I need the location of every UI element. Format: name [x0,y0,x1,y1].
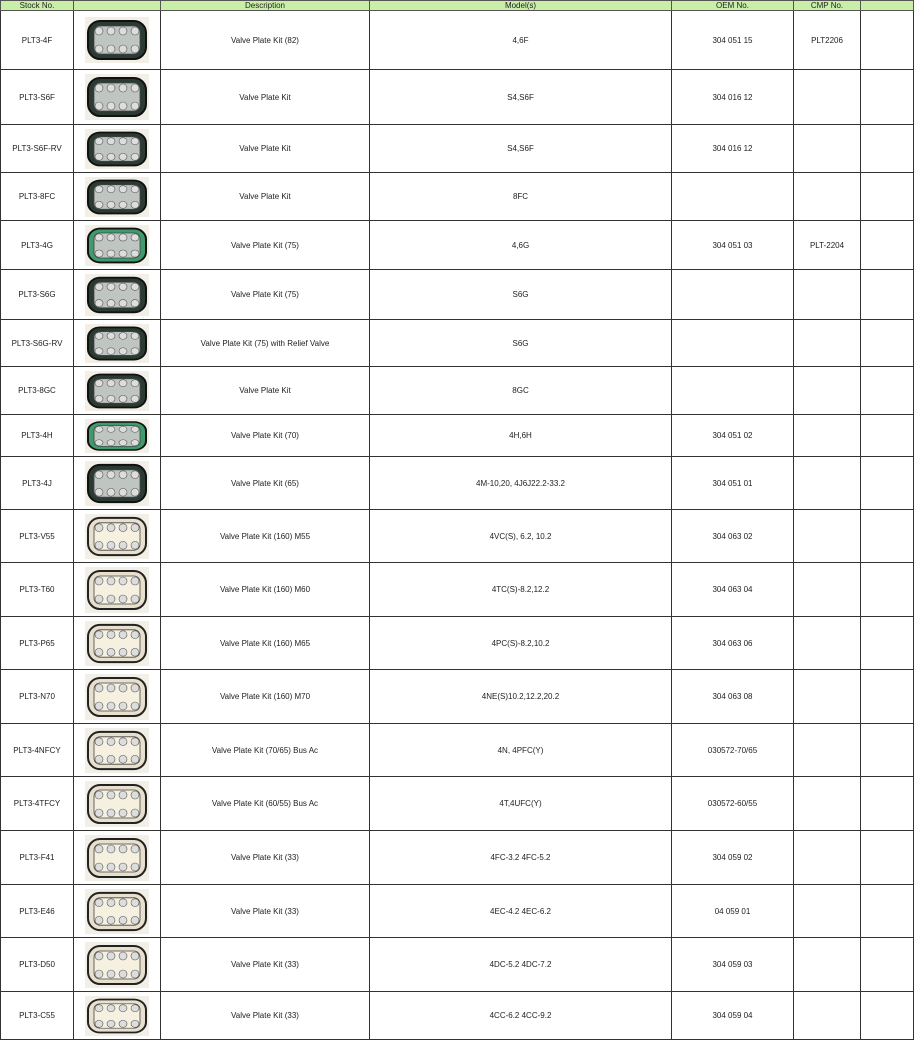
models: S6G [370,270,672,320]
description: Valve Plate Kit (82) [161,11,370,70]
valve-plate-image-icon [85,177,149,217]
extra-cell [861,415,914,457]
valve-plate-image-icon [85,728,149,773]
oem-no [672,367,794,415]
extra-cell [861,221,914,270]
product-image [74,831,161,885]
oem-no: 304 063 08 [672,670,794,724]
product-image [74,777,161,831]
valve-plate-image-icon [85,74,149,120]
cmp-no [794,173,861,221]
description: Valve Plate Kit (33) [161,885,370,938]
valve-plate-image-icon [85,567,149,613]
extra-cell [861,270,914,320]
models: 4FC-3.2 4FC-5.2 [370,831,672,885]
valve-plate-image-icon [85,514,149,559]
stock-no: PLT3-4G [1,221,74,270]
valve-plate-image-icon [85,371,149,411]
extra-cell [861,125,914,173]
oem-no [672,320,794,367]
stock-no: PLT3-S6F [1,70,74,125]
stock-no: PLT3-4J [1,457,74,510]
description: Valve Plate Kit (70/65) Bus Ac [161,724,370,777]
cmp-no [794,938,861,992]
stock-no: PLT3-4TFCY [1,777,74,831]
models: 4M-10,20, 4J6J22.2-33.2 [370,457,672,510]
extra-cell [861,777,914,831]
extra-cell [861,617,914,670]
models: 4VC(S), 6.2, 10.2 [370,510,672,563]
oem-no: 304 051 02 [672,415,794,457]
table-row [1,938,914,992]
valve-plate-image-icon [85,889,149,934]
cmp-no [794,992,861,1040]
table-row [1,11,914,70]
extra-cell [861,11,914,70]
product-image [74,221,161,270]
table-row [1,457,914,510]
cmp-no [794,415,861,457]
extra-cell [861,320,914,367]
product-image [74,563,161,617]
oem-no: 304 051 01 [672,457,794,510]
models: S4,S6F [370,125,672,173]
valve-plate-image-icon [85,781,149,827]
oem-no: 304 051 03 [672,221,794,270]
models: 8FC [370,173,672,221]
models: 4,6F [370,11,672,70]
table-row [1,367,914,415]
description: Valve Plate Kit [161,173,370,221]
cmp-no [794,320,861,367]
models: 4TC(S)-8.2,12.2 [370,563,672,617]
models: 4DC-5.2 4DC-7.2 [370,938,672,992]
product-image [74,320,161,367]
product-image [74,724,161,777]
table-row [1,270,914,320]
extra-cell [861,563,914,617]
table-row [1,415,914,457]
product-image [74,885,161,938]
oem-no [672,270,794,320]
oem-no: 304 063 02 [672,510,794,563]
product-image [74,270,161,320]
oem-no: 304 063 06 [672,617,794,670]
models: 4NE(S)10.2,12.2,20.2 [370,670,672,724]
table-row [1,992,914,1040]
header-extra [861,1,914,11]
extra-cell [861,670,914,724]
cmp-no [794,270,861,320]
stock-no: PLT3-T60 [1,563,74,617]
stock-no: PLT3-4NFCY [1,724,74,777]
cmp-no [794,367,861,415]
product-image [74,415,161,457]
product-image [74,992,161,1040]
cmp-no [794,70,861,125]
table-row [1,70,914,125]
extra-cell [861,70,914,125]
oem-no: 030572-60/55 [672,777,794,831]
product-image [74,617,161,670]
stock-no: PLT3-E46 [1,885,74,938]
description: Valve Plate Kit (60/55) Bus Ac [161,777,370,831]
oem-no: 304 059 04 [672,992,794,1040]
cmp-no [794,617,861,670]
description: Valve Plate Kit (33) [161,992,370,1040]
description: Valve Plate Kit (160) M70 [161,670,370,724]
table-row [1,173,914,221]
header-description: Description [161,1,370,11]
oem-no [672,173,794,221]
header-stock-no: Stock No. [1,1,74,11]
description: Valve Plate Kit (70) [161,415,370,457]
cmp-no [794,670,861,724]
stock-no: PLT3-D50 [1,938,74,992]
table-row [1,320,914,367]
models: S6G [370,320,672,367]
valve-plate-image-icon [85,17,149,63]
cmp-no [794,125,861,173]
models: 4T,4UFC(Y) [370,777,672,831]
table-row [1,670,914,724]
extra-cell [861,724,914,777]
description: Valve Plate Kit [161,367,370,415]
description: Valve Plate Kit (75) [161,221,370,270]
description: Valve Plate Kit (33) [161,831,370,885]
cmp-no: PLT-2204 [794,221,861,270]
models: 4N, 4PFC(Y) [370,724,672,777]
description: Valve Plate Kit (160) M60 [161,563,370,617]
valve-plate-image-icon [85,674,149,720]
stock-no: PLT3-4F [1,11,74,70]
description: Valve Plate Kit (75) [161,270,370,320]
stock-no: PLT3-S6G-RV [1,320,74,367]
valve-plate-image-icon [85,942,149,988]
extra-cell [861,367,914,415]
valve-plate-image-icon [85,274,149,316]
extra-cell [861,173,914,221]
table-row [1,125,914,173]
stock-no: PLT3-V55 [1,510,74,563]
extra-cell [861,885,914,938]
models: 4CC-6.2 4CC-9.2 [370,992,672,1040]
oem-no: 304 051 15 [672,11,794,70]
product-image [74,510,161,563]
product-image [74,11,161,70]
oem-no: 304 016 12 [672,125,794,173]
header-image [74,1,161,11]
models: 4,6G [370,221,672,270]
extra-cell [861,457,914,510]
table-row [1,724,914,777]
description: Valve Plate Kit (33) [161,938,370,992]
table-row [1,831,914,885]
extra-cell [861,992,914,1040]
oem-no: 04 059 01 [672,885,794,938]
product-image [74,70,161,125]
cmp-no [794,724,861,777]
oem-no: 304 059 03 [672,938,794,992]
models: 4EC-4.2 4EC-6.2 [370,885,672,938]
valve-plate-image-icon [85,835,149,881]
oem-no: 030572-70/65 [672,724,794,777]
oem-no: 304 016 12 [672,70,794,125]
stock-no: PLT3-P65 [1,617,74,670]
table-row [1,617,914,670]
table-row [1,221,914,270]
description: Valve Plate Kit [161,70,370,125]
extra-cell [861,510,914,563]
header-row [1,1,914,11]
header-models: Model(s) [370,1,672,11]
product-image [74,670,161,724]
cmp-no [794,457,861,510]
description: Valve Plate Kit (65) [161,457,370,510]
cmp-no [794,885,861,938]
description: Valve Plate Kit (160) M55 [161,510,370,563]
stock-no: PLT3-8FC [1,173,74,221]
valve-plate-image-icon [85,225,149,266]
description: Valve Plate Kit (75) with Relief Valve [161,320,370,367]
table-row [1,777,914,831]
oem-no: 304 063 04 [672,563,794,617]
valve-plate-image-icon [85,129,149,169]
stock-no: PLT3-F41 [1,831,74,885]
oem-no: 304 059 02 [672,831,794,885]
table-row [1,510,914,563]
valve-plate-image-icon [85,324,149,363]
stock-no: PLT3-C55 [1,992,74,1040]
header-cmp-no: CMP No. [794,1,861,11]
valve-plate-image-icon [85,621,149,666]
stock-no: PLT3-N70 [1,670,74,724]
stock-no: PLT3-8GC [1,367,74,415]
cmp-no [794,831,861,885]
product-image [74,457,161,510]
product-image [74,173,161,221]
cmp-no [794,563,861,617]
product-image [74,938,161,992]
models: S4,S6F [370,70,672,125]
table-row [1,885,914,938]
valve-plate-image-icon [85,419,149,453]
stock-no: PLT3-4H [1,415,74,457]
models: 4PC(S)-8.2,10.2 [370,617,672,670]
valve-plate-image-icon [85,461,149,506]
models: 4H,6H [370,415,672,457]
description: Valve Plate Kit (160) M65 [161,617,370,670]
extra-cell [861,938,914,992]
header-oem-no: OEM No. [672,1,794,11]
stock-no: PLT3-S6F-RV [1,125,74,173]
table-row [1,563,914,617]
description: Valve Plate Kit [161,125,370,173]
cmp-no: PLT2206 [794,11,861,70]
product-image [74,125,161,173]
cmp-no [794,510,861,563]
extra-cell [861,831,914,885]
product-image [74,367,161,415]
cmp-no [794,777,861,831]
stock-no: PLT3-S6G [1,270,74,320]
valve-plate-image-icon [85,996,149,1036]
models: 8GC [370,367,672,415]
